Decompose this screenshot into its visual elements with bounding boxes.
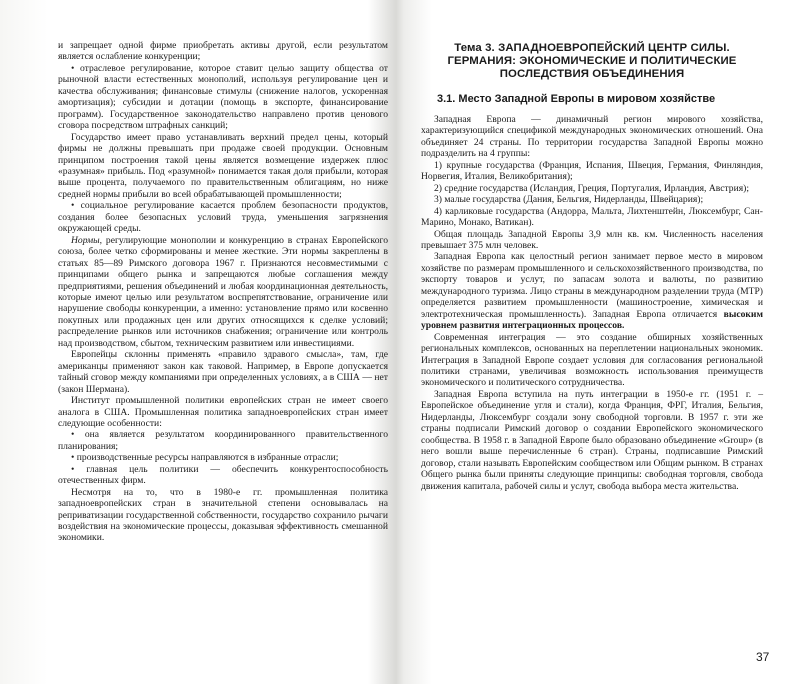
right-paragraph-intro: Западная Европа — динамичный регион мирового хозяйства, характеризующийся спецификой международных экономических отношений. Она объединяет 24 страны. По территории государства Западной Европы можно подразделить на 4 группы: [421, 114, 763, 160]
right-list-item-large-states: 1) крупные государства (Франция, Испания, Швеция, Германия, Финляндия, Норвегия, Италия, Великобритания); [421, 159, 763, 183]
norms-lead-word: Нормы, [71, 234, 103, 246]
left-bullet-resources: • производственные ресурсы направляются в избранные отрасли; [58, 452, 388, 463]
left-paragraph-1: и запрещает одной фирме приобретать активы другой, если результатом является ослабление конкуренции; [58, 40, 388, 63]
left-bullet-competitiveness: • главная цель политики — обеспечить конкурентоспособность отечественных фирм. [58, 464, 388, 487]
right-paragraph-area: Общая площадь Западной Европы 3,9 млн кв. км. Численность населения превышает 375 млн человек. [421, 228, 763, 251]
left-bullet-sector-regulation: • отраслевое регулирование, которое ставит целью защиту общества от рыночной власти естественных монополий, используя регулирование цен и качества обслуживания; финансовые стимулы (снижение налогов, ускоренная амортизация); субсидии и дотации (помощь в экспорте, финансирование программ). Государственное законодательство направлено против ценового сговора посредством штрафных санкций; [58, 63, 388, 132]
integration-emphasis: высоким уровнем развития интеграционных процессов. [421, 308, 763, 332]
left-bullet-planning: • она является результатом координированного правительственного планирования; [58, 429, 388, 452]
right-list-item-micro-states: 4) карликовые государства (Андорра, Мальта, Лихтенштейн, Люксембург, Сан-Марино, Монако, Ватикан). [421, 205, 763, 229]
left-bullet-social-regulation: • социальное регулирование касается проблем безопасности продуктов, создания более безопасных условий труда, уменьшения загрязнения окружающей среды. [58, 200, 388, 234]
right-paragraph-history: Западная Европа вступила на путь интеграции в 1950-е гг. (1951 г. – Европейское объединение угля и стали), когда Франция, ФРГ, Италия, Бельгия, Нидерланды, Люксембург создали зону свободной торговли. В 1957 г. эти же страны подписали Римский договор о создании Европейского экономического сообщества. В 1958 г. в Западной Европе было образовано объединение «Group» (в него вошли выше перечисленные 6 стран). Страны, подписавшие Римский договор, стали называть Европейским сообществом или Общим рынком. В странах Общего рынка были приняты следующие принципы: свободная торговля, свобода движения капитала, рабочей силы и услут, свобода выбора места жительства. [421, 388, 763, 492]
left-paragraph-industrial-policy: Институт промышленной политики европейских стран не имеет своего аналога в США. Промышленная политика западноевропейских стран имеет следующие особенности: [58, 395, 388, 429]
region-text: Западная Европа как целостный регион занимает первое место в мировом хозяйстве по размерам промышленного и сельскохозяйственного производства, по экспорту товаров и услут, по запасам золота и валюты, по развитию международного туризма. Лицо страны в международном разделении труда (МТР) определяется развитием промышленности (машиностроение, химическая и электротехническая промышленность). Западная Европа отличается [421, 251, 763, 320]
left-paragraph-common-sense: Европейцы склонны применять «правило здравого смысла», там, где американцы применяют закон как таковой. Например, в Европе допускается тайный сговор между компаниями при определенных условиях, а в США — нет (закон Шермана). [58, 349, 388, 395]
left-paragraph-privatization: Несмотря на то, что в 1980-е гг. промышленная политика западноевропейских стран в значительной степени основывалась на реприватизации государственной собственности, государство сохранило рычаги воздействия на экономические процессы, доказывая эффективность смешанной экономики. [58, 486, 388, 544]
right-list-item-small-states: 3) малые государства (Дания, Бельгия, Нидерланды, Швейцария); [434, 194, 704, 206]
right-list-item-medium-states: 2) средние государства (Исландия, Греция, Португалия, Ирландия, Австрия); [434, 182, 749, 194]
norms-text: регулирующие монополии и конкуренцию в странах Европейского союза, более четко сформированы и менее жесткие. Эти нормы закреплены в статьях 85—89 Римского договора 1967 г. Признаются несовместимыми с принципами общего рынка и запрещаются любые соглашения между предприятиями, решения объединений и любая координационная деятельность, которые имеют целью или результатом воспрепятствование, ограничение или нарушение свободы конкуренции, а именно: установление прямо или косвенно покупных или продажных цен или других относящихся к сделке условий; распределение рынков или источников снабжения; ограничение или контроль над производством, сбытом, техническим развитием или инвестициями. [58, 234, 388, 349]
theme-title: Тема 3. ЗАПАДНОЕВРОПЕЙСКИЙ ЦЕНТР СИЛЫ. ГЕРМАНИЯ: ЭКОНОМИЧЕСКИЕ И ПОЛИТИЧЕСКИЕ ПОСЛЕДСТВИЯ ОБЪЕДИНЕНИЯ [447, 42, 737, 80]
right-paragraph-integration: Современная интеграция — это создание обширных хозяйственных региональных комплексов, основанных на переплетении национальных экономик. Интеграция в Западной Европе создает условия для согласования региональной политики странами, увеличивая возможность использования преимуществ экономического и политического сотрудничества. [421, 331, 763, 389]
left-paragraph-price-cap: Государство имеет право устанавливать верхний предел цены, который фирмы не должны превышать при продаже своей продукции. Основным принципом построения такой цены является возмещение издержек плюс «разумная» прибыль. Под «разумной» понимается такая доля прибыли, которая выше процента, получаемого по правительственным облигациям, но ниже средней нормы прибыли во всей обрабатывающей промышленности; [58, 131, 388, 200]
right-column [421, 40, 763, 492]
left-column [58, 40, 388, 544]
left-paragraph-eu-norms [58, 235, 388, 350]
section-title: 3.1. Место Западной Европы в мировом хозяйстве [437, 93, 716, 105]
right-paragraph-region [421, 251, 763, 331]
page-number: 37 [756, 650, 770, 664]
